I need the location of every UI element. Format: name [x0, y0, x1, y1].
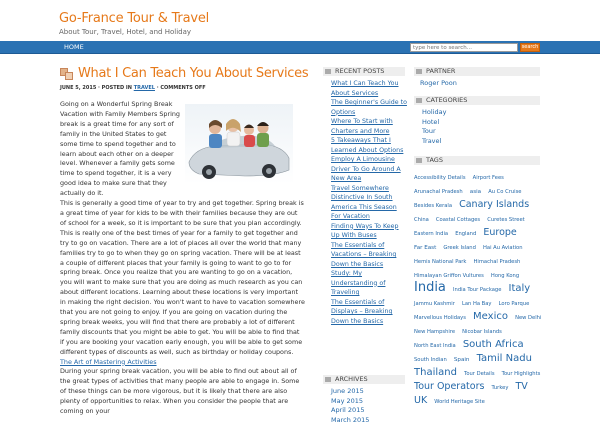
nav-home-link[interactable]: HOME	[64, 43, 84, 51]
tag-link[interactable]: Jammu Kashmir	[414, 301, 455, 307]
recent-post-link[interactable]: 5 Takeaways That I Learned About Options	[331, 136, 407, 155]
recent-post-link[interactable]: Employ A Limousine Driver To Go Around A New Area	[331, 155, 407, 184]
post-content	[60, 100, 305, 417]
partner-title: PARTNER	[426, 67, 455, 75]
recent-post-link[interactable]: The Beginner's Guide to Options	[331, 98, 407, 117]
post-inline-link[interactable]: The Art of Mastering Activities	[60, 358, 305, 368]
post-date: JUNE 5, 2015	[60, 85, 96, 91]
archive-link[interactable]: June 2015	[331, 387, 369, 397]
category-link-tour[interactable]: Tour	[422, 127, 446, 137]
post-meta	[60, 85, 206, 91]
tag-link[interactable]: Curetes Street	[487, 217, 524, 223]
category-link-hotel[interactable]: Hotel	[422, 118, 446, 128]
post-title[interactable]: What I Can Teach You About Services	[78, 66, 308, 81]
tag-link[interactable]: Far East	[414, 245, 436, 251]
search-input[interactable]	[410, 43, 518, 52]
heading-bullet-icon	[416, 158, 422, 163]
tag-link[interactable]: Turkey	[492, 385, 509, 391]
tag-link[interactable]: Coastal Cottages	[436, 217, 480, 223]
tag-link[interactable]: Marvellous Holidays	[414, 315, 466, 321]
site-title[interactable]: Go-France Tour & Travel	[59, 11, 209, 26]
post-comments-status: · COMMENTS OFF	[157, 85, 206, 91]
tag-link[interactable]: Italy	[509, 283, 531, 294]
tags-title: TAGS	[426, 156, 443, 164]
recent-post-link[interactable]: Travel Somewhere Distinctive In South America This Season For Vacation	[331, 184, 407, 222]
tag-link[interactable]: South Africa	[463, 339, 524, 350]
recent-post-link[interactable]: Study: My Understanding of Traveling	[331, 269, 407, 298]
tags-heading	[414, 156, 540, 165]
archive-link[interactable]: March 2015	[331, 416, 369, 425]
recent-post-link[interactable]: Finding Ways To Keep Up With Buses	[331, 222, 407, 241]
archives-heading	[323, 375, 405, 384]
tag-link[interactable]: China	[414, 217, 429, 223]
tag-link[interactable]: New Delhi	[515, 315, 541, 321]
tag-link[interactable]: Lan Ha Bay	[462, 301, 492, 307]
post-category-link[interactable]: TRAVEL	[134, 85, 155, 91]
tag-link[interactable]: England	[455, 231, 476, 237]
tag-link[interactable]: Greek Island	[443, 245, 476, 251]
tag-cloud	[414, 169, 544, 407]
tag-link[interactable]: Europe	[483, 227, 516, 238]
tag-link[interactable]: Thailand	[414, 367, 457, 378]
partner-link[interactable]: Roger Poon	[420, 79, 457, 89]
tag-link[interactable]: Loro Parque	[499, 301, 530, 307]
post-paragraph-intro: Going on a Wonderful Spring Break Vacation with Family Members Spring break is a great time for any sort of family in the United States to get some time to spend together and to learn about each other on a deeper level. Whenever a family gets some time to spend together, it is a very good idea to make sure that they actually do it.	[60, 100, 180, 199]
tag-link[interactable]: Au Co Cruise	[488, 189, 521, 195]
tag-link[interactable]: TV	[516, 381, 528, 392]
tag-link[interactable]: Mexico	[473, 311, 508, 322]
tag-link[interactable]: Nicobar Islands	[462, 329, 502, 335]
category-link-holiday[interactable]: Holiday	[422, 108, 446, 118]
heading-bullet-icon	[416, 98, 422, 103]
post-paragraph-after-link: During your spring break vacation, you will be able to find out about all of the great types of activities that many people are able to engage in. Some of these things can be more vigorous, but it is likely that there are also plenty of opportunities to relax. When you consider the people that are coming on your	[60, 367, 305, 417]
heading-bullet-icon	[325, 377, 331, 382]
tag-link[interactable]: UK	[414, 395, 427, 406]
tag-link[interactable]: Himachal Pradesh	[474, 259, 521, 265]
tag-link[interactable]: India	[414, 280, 446, 295]
recent-posts-title: RECENT POSTS	[335, 67, 384, 75]
tag-link[interactable]: Tour Operators	[414, 381, 484, 392]
tag-link[interactable]: Hong Kong	[491, 273, 519, 279]
search-button[interactable]: search	[520, 43, 540, 52]
recent-post-link[interactable]: Where To Start with Charters and More	[331, 117, 407, 136]
partner-heading	[414, 67, 540, 76]
categories-list	[422, 108, 446, 146]
tag-link[interactable]: Canary Islands	[459, 199, 529, 210]
partner-list	[420, 79, 457, 89]
recent-posts-list	[331, 79, 407, 326]
tag-link[interactable]: Spain	[454, 357, 470, 363]
archive-link[interactable]: April 2015	[331, 406, 369, 416]
tag-link[interactable]: Accessibility Details	[414, 175, 466, 181]
tag-link[interactable]: asia	[470, 189, 481, 195]
recent-post-link[interactable]: What I Can Teach You About Services	[331, 79, 407, 98]
post-icon	[60, 68, 74, 80]
tag-link[interactable]: Hai Au Aviation	[483, 245, 523, 251]
post-posted-in: · POSTED IN	[98, 85, 132, 91]
tag-link[interactable]: Hemis National Park	[414, 259, 466, 265]
tag-link[interactable]: Tamil Nadu	[477, 353, 532, 364]
categories-heading	[414, 96, 540, 105]
archive-link[interactable]: May 2015	[331, 397, 369, 407]
tag-link[interactable]: World Heritage Site	[434, 399, 485, 405]
tag-link[interactable]: New Hampshire	[414, 329, 455, 335]
tag-link[interactable]: Himalayan Griffon Vultures	[414, 273, 484, 279]
category-link-travel[interactable]: Travel	[422, 137, 446, 147]
recent-posts-heading	[323, 67, 405, 76]
heading-bullet-icon	[416, 69, 422, 74]
tag-link[interactable]: North East India	[414, 343, 456, 349]
tag-link[interactable]: Tour Details	[464, 371, 495, 377]
categories-title: CATEGORIES	[426, 96, 467, 104]
site-header	[0, 0, 600, 40]
recent-post-link[interactable]: The Essentials of Displays – Breaking Down the Basics	[331, 298, 407, 327]
tag-link[interactable]: Eastern India	[414, 231, 448, 237]
tag-link[interactable]: Arunachal Pradesh	[414, 189, 463, 195]
site-description: About Tour, Travel, Hotel, and Holiday	[59, 28, 191, 36]
archives-title: ARCHIVES	[335, 375, 368, 383]
tag-link[interactable]: Tour Highlights	[502, 371, 541, 377]
heading-bullet-icon	[325, 69, 331, 74]
archives-list	[331, 387, 369, 425]
tag-link[interactable]: India Tour Package	[453, 287, 501, 293]
tag-link[interactable]: Besides Kerala	[414, 203, 452, 209]
tag-link[interactable]: South Indian	[414, 357, 447, 363]
recent-post-link[interactable]: The Essentials of Vacations – Breaking Down the Basics	[331, 241, 407, 270]
post-paragraph-main: This is generally a good time of year to try and get together. Spring break is a great time of year for kids to be with their families because they are out of school for a week, so it is important to be sure that you plan accordingly. This is really one of the best times of year for a family to get together and try to go on vacation. There are a lot of places all over the world that many families try to go to when they go on spring vacation. There will be at least a couple of different places that your family is going to want to go to for spring break. Once you realize that you are wanting to go on a vacation, you will want to make sure that you are doing as much research as you can about different locations. Learning about these locations is very important in making the right decision. You won't want to have to vacation somewhere that you are not going to enjoy. If you are going on vacation during the spring break weeks, you will find that there are probably a lot of different family discounts that you might be able to get. You will be able to find that if you are booking your vacation early enough, you will be able to get some different types of discounts as well, such as birthday or holiday coupons.	[60, 199, 305, 358]
tag-link[interactable]: Airport Fees	[473, 175, 504, 181]
